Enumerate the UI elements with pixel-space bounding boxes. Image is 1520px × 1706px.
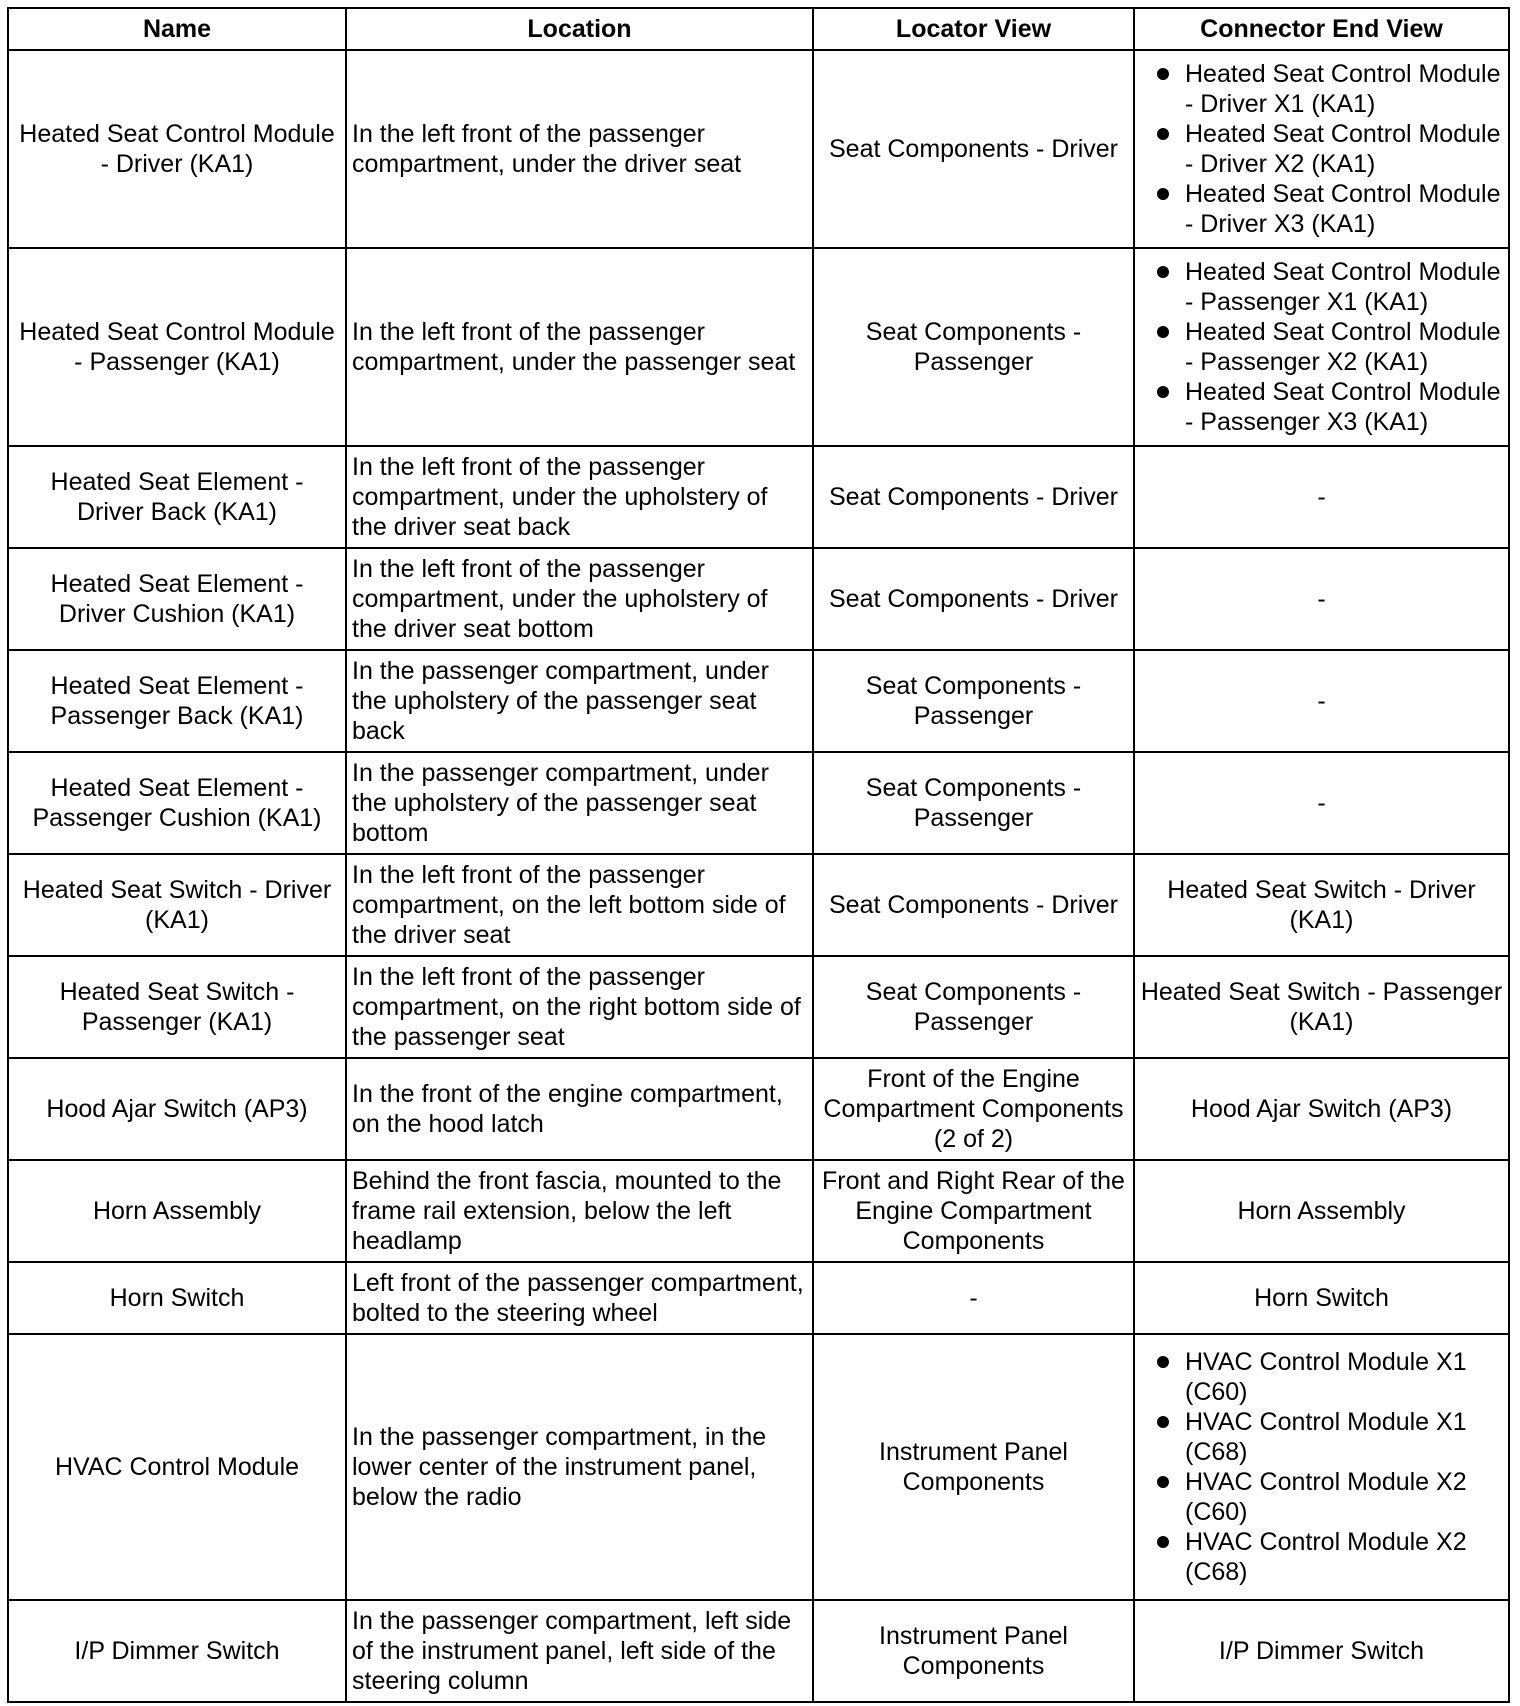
table-header-row <box>8 8 1509 50</box>
column-header-locator-view: Locator View <box>813 8 1134 50</box>
table-row <box>8 956 1509 1058</box>
connector-end-view: Horn Assembly <box>1134 1160 1509 1262</box>
column-header-location: Location <box>346 8 813 50</box>
connector-end-view: - <box>1134 650 1509 752</box>
connector-end-view <box>1134 50 1509 248</box>
component-location: In the passenger compartment, under the upholstery of the passenger seat back <box>346 650 813 752</box>
column-header-connector-end-view: Connector End View <box>1134 8 1509 50</box>
connector-end-view: Heated Seat Switch - Passenger (KA1) <box>1134 956 1509 1058</box>
component-name: Heated Seat Switch - Driver (KA1) <box>8 854 346 956</box>
component-name: HVAC Control Module <box>8 1334 346 1600</box>
table-row <box>8 1058 1509 1160</box>
component-name: Heated Seat Element - Driver Back (KA1) <box>8 446 346 548</box>
column-header-name: Name <box>8 8 346 50</box>
locator-view: Seat Components - Passenger <box>813 248 1134 446</box>
connector-item: HVAC Control Module X1 (C68) <box>1153 1407 1503 1467</box>
connector-end-view: I/P Dimmer Switch <box>1134 1600 1509 1702</box>
component-location: Behind the front fascia, mounted to the frame rail extension, below the left headlamp <box>346 1160 813 1262</box>
component-location: In the left front of the passenger compartment, on the left bottom side of the driver seat <box>346 854 813 956</box>
component-location: In the left front of the passenger compartment, under the passenger seat <box>346 248 813 446</box>
connector-list <box>1153 257 1503 437</box>
locator-view: Instrument Panel Components <box>813 1334 1134 1600</box>
connector-item: Heated Seat Control Module - Driver X3 (KA1) <box>1153 179 1503 239</box>
locator-view: Front of the Engine Compartment Components (2 of 2) <box>813 1058 1134 1160</box>
connector-item: Heated Seat Control Module - Passenger X1 (KA1) <box>1153 257 1503 317</box>
connector-end-view: Heated Seat Switch - Driver (KA1) <box>1134 854 1509 956</box>
connector-item: HVAC Control Module X2 (C60) <box>1153 1467 1503 1527</box>
table-row <box>8 1160 1509 1262</box>
component-name: Heated Seat Element - Driver Cushion (KA1) <box>8 548 346 650</box>
connector-end-view <box>1134 248 1509 446</box>
connector-end-view: - <box>1134 752 1509 854</box>
table-row <box>8 548 1509 650</box>
connector-item: HVAC Control Module X1 (C60) <box>1153 1347 1503 1407</box>
component-location: In the passenger compartment, left side of the instrument panel, left side of the steering column <box>346 1600 813 1702</box>
table-row <box>8 650 1509 752</box>
component-name: Heated Seat Element - Passenger Back (KA1) <box>8 650 346 752</box>
connector-list <box>1153 1347 1503 1587</box>
table-row <box>8 1334 1509 1600</box>
component-locator-table <box>7 7 1510 1703</box>
component-location: In the front of the engine compartment, on the hood latch <box>346 1058 813 1160</box>
connector-item: Heated Seat Control Module - Driver X2 (KA1) <box>1153 119 1503 179</box>
locator-view: Seat Components - Passenger <box>813 956 1134 1058</box>
component-name: Horn Assembly <box>8 1160 346 1262</box>
component-location: In the passenger compartment, under the upholstery of the passenger seat bottom <box>346 752 813 854</box>
locator-view: Seat Components - Driver <box>813 548 1134 650</box>
component-name: I/P Dimmer Switch <box>8 1600 346 1702</box>
locator-view: Seat Components - Passenger <box>813 752 1134 854</box>
component-name: Hood Ajar Switch (AP3) <box>8 1058 346 1160</box>
connector-end-view: - <box>1134 446 1509 548</box>
table-row <box>8 1262 1509 1334</box>
connector-item: HVAC Control Module X2 (C68) <box>1153 1527 1503 1587</box>
table-row <box>8 854 1509 956</box>
connector-end-view: - <box>1134 548 1509 650</box>
locator-view: Instrument Panel Components <box>813 1600 1134 1702</box>
component-name: Horn Switch <box>8 1262 346 1334</box>
connector-end-view: Horn Switch <box>1134 1262 1509 1334</box>
connector-list <box>1153 59 1503 239</box>
locator-view: Seat Components - Driver <box>813 446 1134 548</box>
locator-view: Seat Components - Passenger <box>813 650 1134 752</box>
table-row <box>8 752 1509 854</box>
component-location: In the left front of the passenger compartment, under the upholstery of the driver seat bottom <box>346 548 813 650</box>
component-name: Heated Seat Control Module - Passenger (KA1) <box>8 248 346 446</box>
table-row <box>8 248 1509 446</box>
locator-view: Front and Right Rear of the Engine Compartment Components <box>813 1160 1134 1262</box>
locator-view: - <box>813 1262 1134 1334</box>
connector-end-view: Hood Ajar Switch (AP3) <box>1134 1058 1509 1160</box>
table-row <box>8 50 1509 248</box>
locator-view: Seat Components - Driver <box>813 854 1134 956</box>
component-location: In the left front of the passenger compartment, on the right bottom side of the passenger seat <box>346 956 813 1058</box>
component-location: In the passenger compartment, in the lower center of the instrument panel, below the radio <box>346 1334 813 1600</box>
locator-view: Seat Components - Driver <box>813 50 1134 248</box>
component-location: In the left front of the passenger compartment, under the driver seat <box>346 50 813 248</box>
component-location: In the left front of the passenger compartment, under the upholstery of the driver seat back <box>346 446 813 548</box>
component-name: Heated Seat Element - Passenger Cushion (KA1) <box>8 752 346 854</box>
component-location: Left front of the passenger compartment, bolted to the steering wheel <box>346 1262 813 1334</box>
connector-item: Heated Seat Control Module - Passenger X3 (KA1) <box>1153 377 1503 437</box>
connector-item: Heated Seat Control Module - Passenger X2 (KA1) <box>1153 317 1503 377</box>
connector-end-view <box>1134 1334 1509 1600</box>
table-row <box>8 446 1509 548</box>
component-name: Heated Seat Switch - Passenger (KA1) <box>8 956 346 1058</box>
connector-item: Heated Seat Control Module - Driver X1 (KA1) <box>1153 59 1503 119</box>
component-name: Heated Seat Control Module - Driver (KA1) <box>8 50 346 248</box>
table-row <box>8 1600 1509 1702</box>
